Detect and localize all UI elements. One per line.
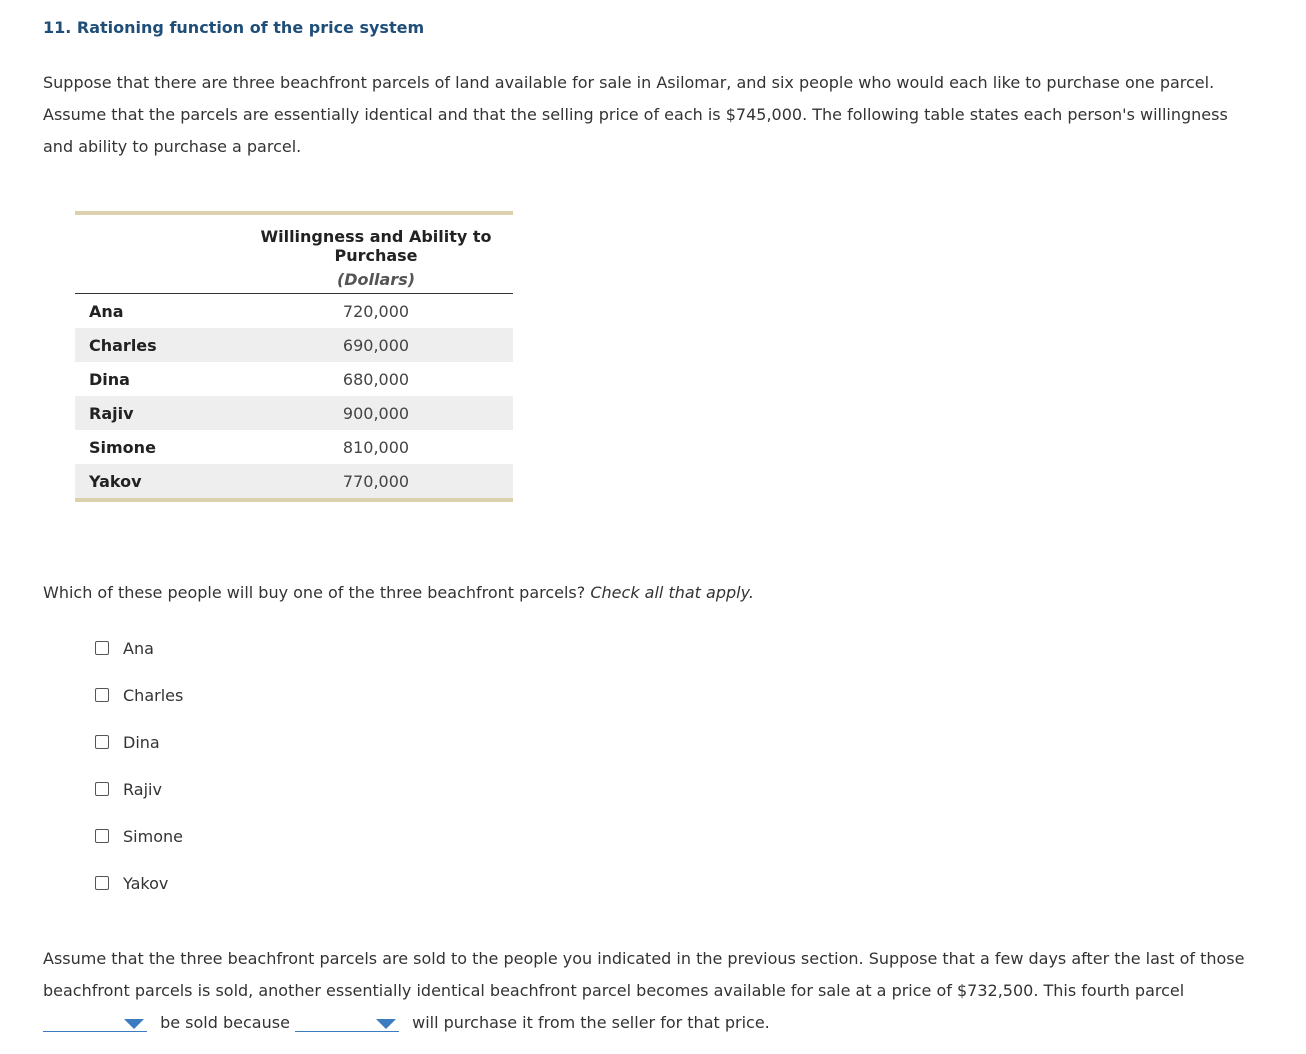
- row-value: 720,000: [342, 301, 410, 321]
- table-row: [75, 294, 513, 329]
- row-value: 690,000: [239, 328, 513, 362]
- part2-text-before: Assume that the three beachfront parcels are sold to the people you indicated in the previous section. Suppose that a few days after the last of those beachfront parcels is sold, another essentially identical beachfront parcel becomes available for sale at a price of $732,500. This fourth parcel: [43, 949, 1245, 1000]
- row-name: Yakov: [75, 464, 239, 498]
- table-row: [75, 430, 513, 464]
- table-row: [75, 362, 513, 396]
- row-value: 900,000: [239, 396, 513, 430]
- table-row: [75, 328, 513, 362]
- checkbox-charles[interactable]: [95, 688, 109, 702]
- row-value: 770,000: [239, 464, 513, 498]
- part1-instruction: Check all that apply.: [590, 583, 754, 602]
- checkbox-option-ana[interactable]: [95, 633, 183, 680]
- row-name: Dina: [89, 369, 130, 389]
- dropdown-arrow-icon[interactable]: [124, 1019, 144, 1029]
- table-corner: [75, 215, 239, 265]
- part2-paragraph: [43, 943, 1258, 1039]
- row-name: Simone: [89, 437, 156, 457]
- part2-text-after: will purchase it from the seller for that price.: [412, 1013, 770, 1032]
- checkbox-ana[interactable]: [95, 641, 109, 655]
- row-name: Charles: [75, 328, 239, 362]
- checkbox-simone[interactable]: [95, 829, 109, 843]
- checkbox-label-yakov[interactable]: Yakov: [123, 874, 169, 893]
- dropdown-arrow-icon[interactable]: [376, 1019, 396, 1029]
- willingness-table: [75, 215, 513, 498]
- checkbox-label-ana[interactable]: Ana: [123, 639, 154, 658]
- table-subheader: (Dollars): [239, 265, 513, 294]
- table-row: [75, 396, 513, 430]
- table-row: [75, 464, 513, 498]
- checkbox-yakov[interactable]: [95, 876, 109, 890]
- checkbox-label-dina[interactable]: Dina: [123, 733, 160, 752]
- checkbox-option-simone[interactable]: [95, 821, 183, 868]
- checkbox-label-rajiv[interactable]: Rajiv: [123, 780, 162, 799]
- part1-prompt: Which of these people will buy one of the three beachfront parcels?: [43, 583, 586, 602]
- question-title: 11. Rationing function of the price system: [43, 18, 425, 37]
- question-intro: Suppose that there are three beachfront parcels of land available for sale in Asilomar, and six people who would each like to purchase one parcel. Assume that the parcels are essentially identical and that the selling price of each is $745,000. The following table states each person's willingness and ability to purchase a parcel.: [43, 73, 1228, 156]
- checkbox-option-yakov[interactable]: [95, 868, 183, 915]
- table-corner-rule: [75, 265, 239, 294]
- row-value: 680,000: [342, 369, 410, 389]
- checkbox-option-charles[interactable]: [95, 680, 183, 727]
- checkbox-label-simone[interactable]: Simone: [123, 827, 183, 846]
- checkbox-rajiv[interactable]: [95, 782, 109, 796]
- checkbox-dina[interactable]: [95, 735, 109, 749]
- table-header: Willingness and Ability to Purchase: [260, 227, 492, 265]
- checkbox-label-charles[interactable]: Charles: [123, 686, 184, 705]
- part1-question: [43, 583, 754, 602]
- part2-text-middle: be sold because: [160, 1013, 290, 1032]
- checkbox-option-dina[interactable]: [95, 727, 183, 774]
- row-name: Ana: [89, 301, 124, 321]
- row-value: 810,000: [342, 437, 410, 457]
- willingness-table-container: [75, 211, 513, 502]
- checkbox-group: [95, 633, 183, 915]
- checkbox-option-rajiv[interactable]: [95, 774, 183, 821]
- row-name: Rajiv: [75, 396, 239, 430]
- will-or-will-not-dropdown[interactable]: [43, 1011, 147, 1032]
- buyer-dropdown[interactable]: [295, 1011, 399, 1032]
